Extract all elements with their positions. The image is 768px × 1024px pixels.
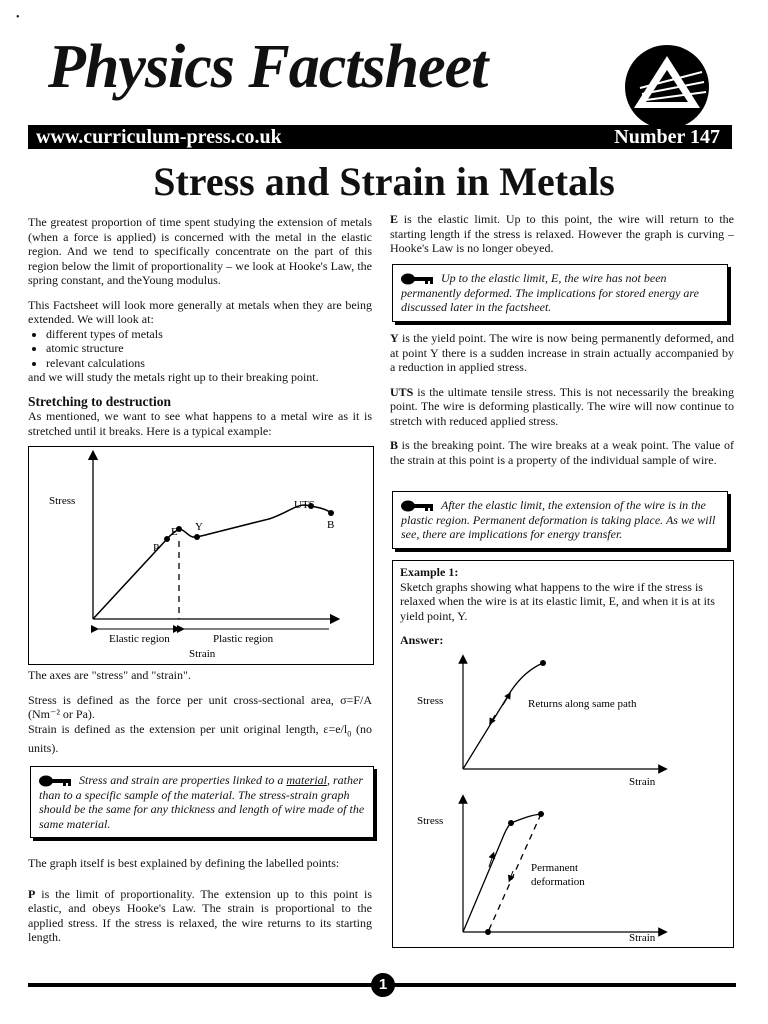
y-paragraph: [390, 331, 734, 375]
key-point-box-1: [30, 766, 374, 838]
graph1-point-e: [540, 660, 546, 666]
page-title: Stress and Strain in Metals: [153, 159, 615, 204]
label-y: Y: [195, 521, 203, 533]
point-y: [194, 534, 200, 540]
graph1-curve: [463, 663, 543, 769]
list-item: • different types of metals: [46, 327, 372, 342]
uts-text: is the ultimate tensile stress. This is not necessarily the breaking point. The wire is deforming plastically. The wire will now continue to stretch with reduced applied stress.: [390, 384, 734, 428]
section-heading: Stretching to destruction: [28, 393, 171, 409]
stress-definition: Stress is defined as the force per unit cross-sectional area, σ=F/A (Nm⁻² or Pa).: [28, 692, 372, 721]
e-text: is the elastic limit. Up to this point, the wire will return to the starting length if the stress is relaxed. However the graph is curving – Hooke's Law is no longer obeyed.: [390, 212, 734, 255]
label-p: P: [153, 542, 160, 554]
curriculum-press-logo-icon: [622, 42, 712, 132]
stretch-paragraph: As mentioned, we want to see what happens to a metal wire as it is stretched until it breaks. Here is a typical example:: [28, 409, 372, 438]
term-p: P: [28, 886, 36, 901]
factsheet-title: Physics Factsheet: [48, 33, 488, 101]
look-at-paragraph: This Factsheet will look more generally at metals when they are being extended. We will look at:: [28, 297, 372, 326]
topic-list: [28, 327, 372, 371]
graph2-curve: [463, 814, 541, 932]
graph2-note-1: Permanent: [531, 862, 579, 874]
answer-graphs: [393, 649, 733, 945]
example-box: [392, 560, 734, 948]
term-uts: UTS: [390, 384, 414, 399]
strain-definition-end: (no units).: [28, 721, 372, 756]
graph2-y-label: Stress: [417, 815, 444, 827]
issue-number: Number 147: [614, 126, 720, 148]
corner-mark: •: [16, 12, 20, 23]
point-p: [164, 536, 170, 542]
stress-strain-curve: [93, 505, 331, 619]
left-column-lower: [28, 668, 372, 756]
right-column: [390, 212, 734, 266]
list-item: • relevant calculations: [46, 356, 372, 371]
term-b: B: [390, 438, 399, 452]
example-question: Sketch graphs showing what happens to the wire if the stress is relaxed when the wire is at its elastic limit, E, and when it is at its yield point, Y.: [400, 579, 715, 623]
breaking-paragraph: and we will study the metals right up to their breaking point.: [28, 370, 319, 384]
right-column-middle: [390, 331, 734, 477]
graph1-y-label: Stress: [417, 695, 444, 707]
graph2-point-e: [508, 820, 514, 826]
b-paragraph: [390, 438, 734, 467]
e-paragraph: [390, 212, 734, 256]
key-icon: [401, 273, 435, 285]
stress-strain-figure: [28, 446, 374, 665]
p-paragraph: [28, 887, 372, 945]
stress-strain-graph: [29, 447, 373, 664]
label-b: B: [327, 519, 335, 531]
x-axis-label: Strain: [189, 648, 216, 660]
label-e: E: [171, 526, 178, 538]
uts-paragraph: [390, 385, 734, 429]
y-text: is the yield point. The wire is now being permanently deformed, and at point Y there is a sudden increase in strain actually accompanied by a reduction in applied stress.: [390, 331, 734, 374]
y-axis-label: Stress: [49, 495, 76, 507]
example-title: Example 1:: [400, 565, 459, 579]
point-b: [328, 510, 334, 516]
key-point-box-3: [392, 491, 728, 549]
header-band: [28, 125, 732, 149]
strain-definition: Strain is defined as the extension per unit original length, ε=e/l: [28, 721, 348, 736]
left-column-bottom: [28, 856, 372, 955]
p-text: is the limit of proportionality. The extension up to this point is elastic, and obeys Hooke's Law. The strain is proportional to the applied stress. If the stress is relaxed, the wire returns to its starting length.: [28, 886, 372, 944]
key-text: Stress and strain are properties linked to a: [79, 773, 287, 787]
graph1-x-label: Strain: [629, 776, 656, 788]
elastic-region-label: Elastic region: [109, 633, 170, 645]
plastic-region-label: Plastic region: [213, 633, 274, 645]
key-text: Up to the elastic limit, E, the wire has not been permanently deformed. The implications for stored energy are discussed later in the factsheet.: [401, 271, 699, 314]
key-text: , rather than to a specific sample of the material. The stress-strain graph should be the same for any thickness and length of wire made of the same material.: [39, 773, 365, 831]
key-point-box-2: [392, 264, 728, 322]
graph1-up-arrow: [503, 695, 509, 705]
axes-paragraph: The axes are "stress" and "strain".: [28, 668, 191, 682]
key-text-underlined: material: [286, 773, 327, 787]
graph2-x-label: Strain: [629, 932, 656, 944]
intro-paragraph: The greatest proportion of time spent studying the extension of metals (when a force is applied) is concerned with the metal in the elastic region. And we tend to specifically concentrate on the part of this region below the limit of proportionality – we look at Hooke's Law, the spring constant, and theYoung modulus.: [28, 215, 372, 287]
answer-label: Answer:: [400, 633, 444, 647]
graph2-permanent-strain-point: [485, 929, 491, 935]
list-item: • atomic structure: [46, 341, 372, 356]
term-e: E: [390, 212, 399, 226]
page-number: 1: [371, 973, 395, 997]
key-text: After the elastic limit, the extension of the wire is in the plastic region. Permanent deformation is taking place. As we will see, there are implications for energy transfer.: [401, 498, 716, 541]
label-uts: UTS: [294, 499, 315, 511]
graph-intro-paragraph: The graph itself is best explained by defining the labelled points:: [28, 856, 340, 870]
definitions-paragraph: [28, 693, 372, 756]
b-text: is the breaking point. The wire breaks at a weak point. The value of the strain at this point is a property of the individual sample of wire.: [390, 438, 734, 467]
graph2-note-2: deformation: [531, 876, 585, 888]
key-icon: [39, 775, 73, 787]
term-y: Y: [390, 331, 399, 345]
key-icon: [401, 500, 435, 512]
graph1-note: Returns along same path: [528, 698, 637, 710]
left-column: [28, 215, 372, 438]
website-url[interactable]: www.curriculum-press.co.uk: [36, 126, 282, 148]
strain-subscript: 0: [347, 728, 352, 738]
